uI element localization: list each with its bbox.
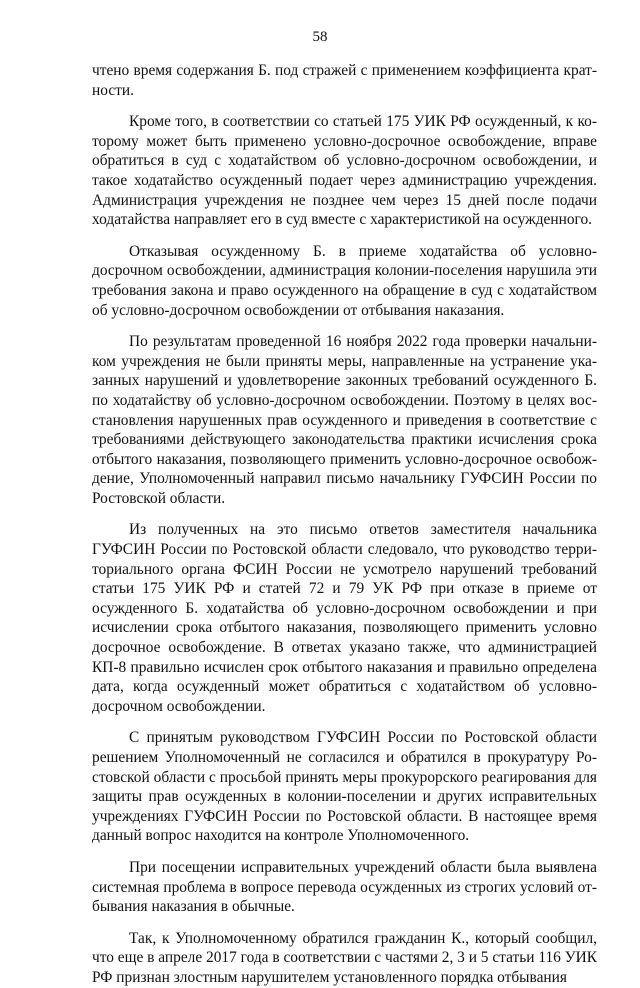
- paragraph-5: Из полученных на это письмо ответов заместителя начальника ГУФСИН России по Ростовской области следовало, что руководство территориального органа ФСИН России не усмотрело нарушений требований статьи 175 УИК РФ и статей 72 и 79 УК РФ при отказе в приеме от осужденного Б. ходатайства об условно-досрочном освобождении и при исчислении срока отбытого наказания, позволяющего применить условно досрочное освобождение. В ответах указано также, что администрацией КП-8 правильно исчислен срок отбытого наказания и правильно определена дата, когда осужденный может обратиться с ходатайством об условно-досрочном освобождении.: [92, 521, 597, 715]
- paragraph-6: С принятым руководством ГУФСИН России по Ростовской области решением Уполномоченный не согласился и обратился в прокуратуру Ростовской области с просьбой принять меры прокурорского реагирования для защиты прав осужденных в колонии-поселении и других исправительных учреждениях ГУФСИН России по Ростовской области. В настоящее время данный вопрос находится на контроле Уполномоченного.: [92, 729, 597, 845]
- paragraph-4: По результатам проведенной 16 ноября 2022 года проверки начальником учреждения не были приняты меры, направленные на устранение указанных нарушений и удовлетворение законных требований осужденного Б. по ходатайству об условно-досрочном освобождении. Поэтому в целях восстановления нарушенных прав осужденного и приведения в соответствие с требованиями действующего законодательства практики исчисления срока отбытого наказания, позволяющего применить условно-досрочное освобождение, Уполномоченный направил письмо начальнику ГУФСИН России по Ростовской области.: [92, 333, 597, 507]
- paragraph-7: При посещении исправительных учреждений области была выявлена системная проблема в вопросе перевода осужденных из строгих условий отбывания наказания в обычные.: [92, 858, 597, 916]
- paragraph-2: Кроме того, в соответствии со статьей 175 УИК РФ осужденный, к которому может быть применено условно-досрочное освобождение, вправе обратиться в суд с ходатайством об условно-досрочном освобождении, и такое ходатайство осужденный подает через администрацию учреждения. Администрация учреждения не позднее чем через 15 дней после подачи ходатайства направляет его в суд вместе с характеристикой на осужденного.: [92, 113, 597, 229]
- paragraph-1: чтено время содержания Б. под стражей с применением коэффициента кратности.: [92, 62, 597, 99]
- body-text: [92, 61, 597, 988]
- paragraph-8: Так, к Уполномоченному обратился гражданин К., который сообщил, что еще в апреле 2017 года в соответствии с частями 2, 3 и 5 статьи 116 УИК РФ признан злостным нарушителем установленного порядка отбывания: [92, 929, 597, 986]
- page-number: 58: [312, 29, 328, 45]
- paragraph-3: Отказывая осужденному Б. в приеме ходатайства об условно-досрочном освобождении, администрация колонии-поселения нарушила эти требования закона и право осужденного на обращение в суд с ходатайством об условно-досрочном освобождении от отбывания наказания.: [92, 242, 597, 319]
